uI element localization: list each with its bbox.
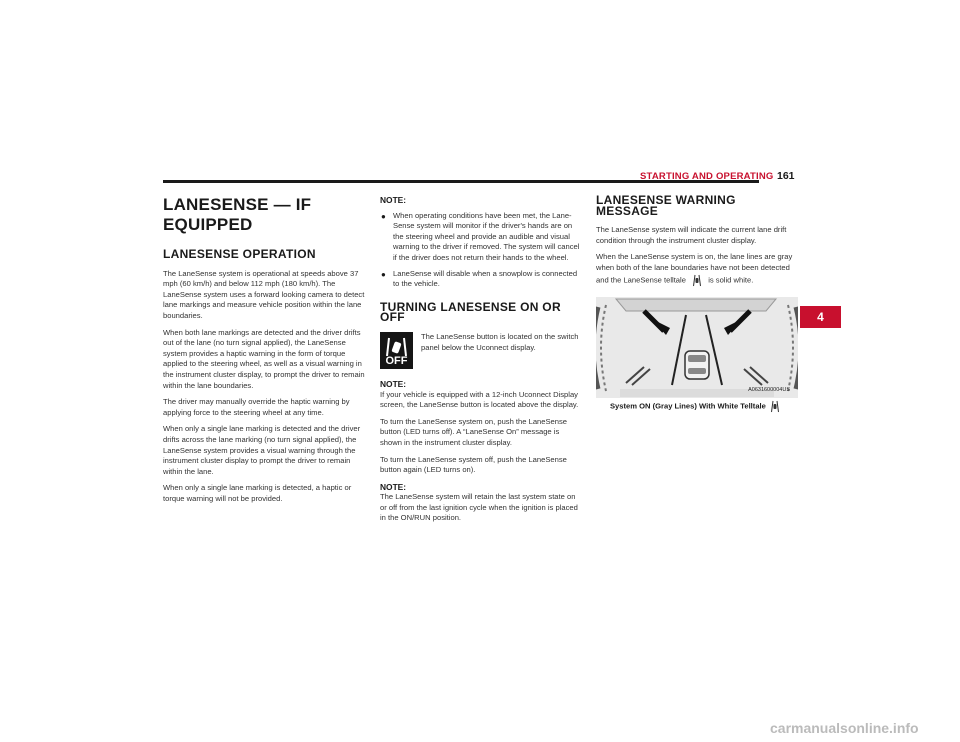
- paragraph-text: When the LaneSense system is on, the lane lines are gray when both of the lane boundaries have not been detected and the LaneSense telltale: [596, 252, 793, 285]
- paragraph-turn-off: To turn the LaneSense system off, push the LaneSense button again (LED turns on).: [380, 454, 567, 475]
- note-label: NOTE:: [380, 481, 407, 492]
- column-3: [596, 195, 798, 413]
- paragraph-text: is solid white.: [708, 275, 754, 285]
- page-number: 161: [777, 170, 795, 182]
- lanesense-telltale-icon: [692, 274, 702, 287]
- instrument-cluster-figure: [596, 297, 798, 398]
- note-label: NOTE:: [380, 378, 407, 389]
- paragraph: When only a single lane marking is detected, a haptic or torque warning will not be provided.: [163, 483, 352, 503]
- bullet-icon: ●: [381, 211, 386, 221]
- paragraph: The LaneSense system will indicate the current lane drift condition through the instrument cluster display.: [596, 225, 787, 245]
- button-location-text: The LaneSense button is located on the switch panel below the Uconnect display.: [421, 331, 579, 352]
- chapter-tab: 4: [800, 306, 841, 328]
- lanesense-off-button-icon: [380, 332, 413, 369]
- bullet-icon: ●: [381, 269, 386, 279]
- column-1: [163, 195, 365, 510]
- bullet-item: [380, 269, 580, 290]
- paragraph: The LaneSense system is operational at speeds above 37 mph (60 km/h) and below 112 mph (180 km/h). The LaneSense system uses a forward looking camera to detect lane markings and measure vehicle position within the lane boundaries.: [163, 268, 365, 320]
- figure-code: A0631600004US: [748, 386, 790, 393]
- page-title: LANESENSE — IF EQUIPPED: [163, 195, 312, 234]
- watermark: carmanualsonline.info: [770, 720, 919, 736]
- section-header: STARTING AND OPERATING: [640, 171, 774, 182]
- column-2: [380, 195, 580, 530]
- section-title-operation: LANESENSE OPERATION: [163, 247, 316, 261]
- section-title-warning: LANESENSE WARNING MESSAGE: [596, 193, 736, 218]
- paragraph-turn-on: To turn the LaneSense system on, push the LaneSense button (LED turns off). A “LaneSense On” message is shown in the instrument cluster display.: [380, 416, 568, 447]
- off-label: OFF: [385, 355, 408, 368]
- figure-caption: [596, 400, 798, 413]
- button-description: [380, 332, 580, 369]
- note-label: NOTE:: [380, 195, 407, 205]
- bullet-text: When operating conditions have been met, the Lane-Sense system will monitor if the driver's hands are on the steering wheel and provide an audible and visual warning to the driver if removed. The system will cancel if the driver does not return their hands to the wheel.: [393, 210, 580, 262]
- section-title-on-off: TURNING LANESENSE ON OR OFF: [380, 299, 561, 325]
- paragraph: [596, 252, 798, 286]
- note-text: If your vehicle is equipped with a 12-inch Uconnect Display screen, the LaneSense button is located above the display.: [380, 389, 579, 410]
- bullet-text: LaneSense will disable when a snowplow is connected to the vehicle.: [393, 268, 578, 289]
- lanesense-telltale-icon: [770, 400, 780, 413]
- paragraph: When both lane markings are detected and the driver drifts out of the lane (no turn signal applied), the LaneSense system provides a haptic warning in the form of torque applied to the steering wheel, as well as a visual warning in the instrument cluster display, to prompt the driver to remain within the lane boundaries.: [163, 327, 365, 390]
- caption-text: System ON (Gray Lines) With White Telltale: [609, 401, 766, 411]
- bullet-item: [380, 211, 580, 264]
- note-text: The LaneSense system will retain the last system state on or off from the last ignition cycle when the ignition is placed in the ON/RUN position.: [380, 492, 578, 523]
- paragraph: The driver may manually override the haptic warning by applying force to the steering wheel at any time.: [163, 397, 350, 417]
- paragraph: When only a single lane marking is detected and the driver drifts across the lane marking (no turn signal applied), the LaneSense system provides a visual warning through the instrument cluster display to prompt the driver to remain within the lane.: [163, 424, 361, 476]
